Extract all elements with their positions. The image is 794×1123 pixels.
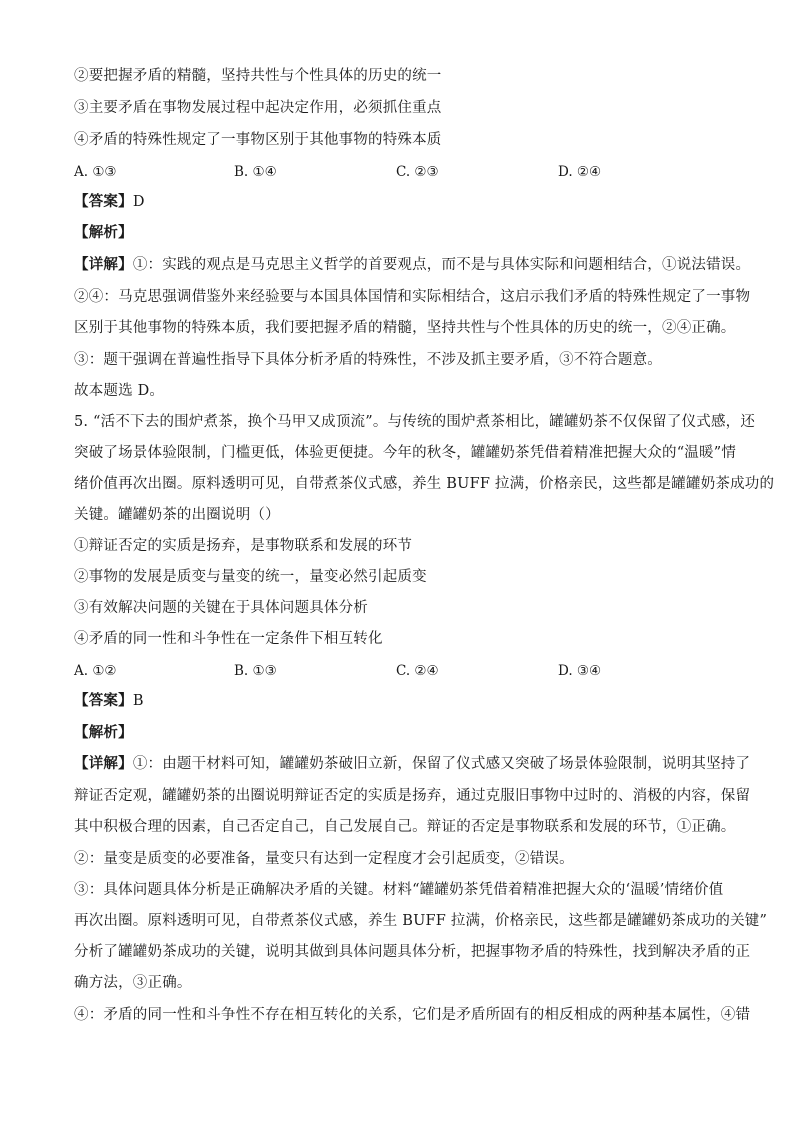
detail-label: 【详解】 [74, 257, 133, 273]
q5-option-b: B. ①③ [234, 663, 277, 679]
q5-stem-line-3: 绪价值再次出圈。原料透明可见，自带煮茶仪式感，养生 BUFF 拉满，价格亲民，这些都是罐罐奶茶成功的 [74, 476, 775, 492]
answer-label: 【答案】 [74, 693, 133, 709]
detail-text: ①：由题干材料可知，罐罐奶茶破旧立新，保留了仪式感又突破了场景体验限制，说明其坚持了 [132, 756, 751, 772]
q4-detail-line-4: ③：题干强调在普遍性指导下具体分析矛盾的特殊性，不涉及抓主要矛盾，③不符合题意。 [74, 352, 662, 368]
q5-statement-3: ③有效解决问题的关键在于具体问题具体分析 [74, 600, 368, 616]
detail-text: ①：实践的观点是马克思主义哲学的首要观点，而不是与具体实际和问题相结合，①说法错误。 [132, 257, 751, 273]
q5-option-a: A. ①② [74, 663, 117, 679]
q4-option-c: C. ②③ [396, 164, 439, 180]
answer-value: D [132, 194, 145, 210]
q5-detail-line-3: 其中积极合理的因素，自己否定自己，自己发展自己。辩证的否定是事物联系和发展的环节，①正确。 [74, 819, 736, 835]
q5-detail-line-8: 确方法，③正确。 [74, 975, 192, 991]
analysis-label: 【解析】 [74, 225, 133, 241]
q5-statement-1: ①辩证否定的实质是扬弃，是事物联系和发展的环节 [74, 538, 413, 554]
q5-detail-line-1 [74, 754, 751, 774]
q4-option-a: A. ①③ [74, 164, 117, 180]
answer-label: 【答案】 [74, 194, 133, 210]
q4-detail-line-1 [74, 255, 751, 275]
q5-detail-line-6: 再次出圈。原料透明可见，自带煮茶仪式感，养生 BUFF 拉满，价格亲民，这些都是罐罐奶茶成功的关键” [74, 913, 768, 929]
q5-detail-line-5: ③：具体问题具体分析是正确解决矛盾的关键。材料“罐罐奶茶凭借着精准把握大众的‘温暖’情绪价值 [74, 882, 724, 898]
q4-option-d: D. ②④ [558, 164, 602, 180]
q5-analysis-heading [74, 723, 722, 743]
q4-statement-2: ②要把握矛盾的精髓，坚持共性与个性具体的历史的统一 [74, 68, 442, 84]
analysis-label: 【解析】 [74, 725, 133, 741]
q4-conclusion: 故本题选 D。 [74, 383, 165, 399]
q4-statement-4: ④矛盾的特殊性规定了一事物区别于其他事物的特殊本质 [74, 132, 442, 148]
q5-statement-2: ②事物的发展是质变与量变的统一，量变必然引起质变 [74, 569, 427, 585]
q4-detail-line-2: ②④：马克思强调借鉴外来经验要与本国具体国情和实际相结合，这启示我们矛盾的特殊性规定了一事物 [74, 289, 751, 305]
q5-stem-line-4: 关键。罐罐奶茶的出圈说明（） [74, 507, 280, 523]
q5-detail-line-2: 辩证否定观，罐罐奶茶的出圈说明辩证否定的实质是扬弃，通过克服旧事物中过时的、消极的内容，保留 [74, 788, 751, 804]
q5-option-c: C. ②④ [396, 663, 439, 679]
detail-label: 【详解】 [74, 756, 133, 772]
q5-detail-line-9: ④：矛盾的同一性和斗争性不存在相互转化的关系，它们是矛盾所固有的相反相成的两种基本属性，④错 [74, 1007, 751, 1023]
q4-analysis-heading [74, 223, 722, 243]
q4-statement-3: ③主要矛盾在事物发展过程中起决定作用，必须抓住重点 [74, 100, 442, 116]
q5-option-d: D. ③④ [558, 663, 602, 679]
q4-option-b: B. ①④ [234, 164, 277, 180]
q5-answer [74, 691, 722, 711]
answer-value: B [132, 693, 144, 709]
q4-detail-line-3: 区别于其他事物的特殊本质，我们要把握矛盾的精髓，坚持共性与个性具体的历史的统一，②④正确。 [74, 320, 736, 336]
q5-stem-line-1: 5. “活不下去的围炉煮茶，换个马甲又成顶流”。与传统的围炉煮茶相比，罐罐奶茶不仅保留了仪式感，还 [74, 414, 756, 430]
q5-stem-line-2: 突破了场景体验限制，门槛更低，体验更便捷。今年的秋冬，罐罐奶茶凭借着精准把握大众的“温暖”情 [74, 445, 737, 461]
q4-answer [74, 192, 722, 212]
q5-detail-line-4: ②：量变是质变的必要准备，量变只有达到一定程度才会引起质变，②错误。 [74, 851, 574, 867]
q5-statement-4: ④矛盾的同一性和斗争性在一定条件下相互转化 [74, 631, 383, 647]
q5-detail-line-7: 分析了罐罐奶茶成功的关键，说明其做到具体问题具体分析，把握事物矛盾的特殊性，找到解决矛盾的正 [74, 944, 751, 960]
